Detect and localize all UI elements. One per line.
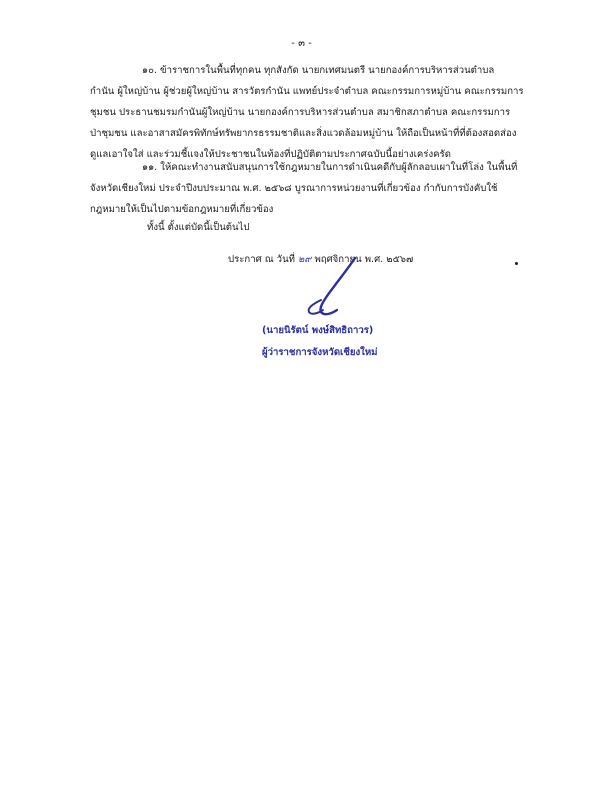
stray-dot	[515, 262, 518, 265]
announcement-day: ๒๙	[298, 254, 312, 265]
signer-name: (นายนิรัตน์ พงษ์สิทธิถาวร)	[262, 325, 374, 336]
announcement-prefix: ประกาศ ณ วันที่	[228, 254, 295, 265]
clause-10	[90, 60, 560, 165]
clause-11-line-2: จังหวัดเชียงใหม่ ประจำปีงบประมาณ พ.ศ. ๒๕๖๘ บูรณาการหน่วยงานที่เกี่ยวข้อง กำกับการบังคับใช้	[90, 183, 498, 194]
signer-block	[262, 320, 377, 364]
closing-statement: ทั้งนี้ ตั้งแต่บัดนี้เป็นต้นไป	[147, 222, 250, 233]
announcement-month-year: พฤศจิกายน พ.ศ. ๒๕๖๗	[314, 254, 414, 265]
handwritten-signature	[297, 252, 367, 324]
clause-10-line-1: ๑๐. ข้าราชการในพื้นที่ทุกคน ทุกสังกัด นายกเทศมนตรี นายกองค์การบริหารส่วนตำบล	[142, 65, 495, 76]
clause-10-line-4: ป่าชุมชน และอาสาสมัครพิทักษ์ทรัพยากรธรรมชาติและสิ่งแวดล้อมหมู่บ้าน ให้ถือเป็นหน้าที่ที่ต้องสอดส่อง	[90, 128, 517, 139]
clause-10-line-2: กำนัน ผู้ใหญ่บ้าน ผู้ช่วยผู้ใหญ่บ้าน สารวัตรกำนัน แพทย์ประจำตำบล คณะกรรมการหมู่บ้าน คณะกรรมการ	[90, 86, 524, 97]
page-number: - ๓ -	[291, 38, 312, 49]
signer-position: ผู้ว่าราชการจังหวัดเชียงใหม่	[262, 347, 378, 358]
clause-11	[90, 157, 560, 220]
clause-10-line-3: ชุมชน ประธานชมรมกำนันผู้ใหญ่บ้าน นายกองค์การบริหารส่วนตำบล สมาชิกสภาตำบล คณะกรรมการ	[90, 107, 511, 118]
clause-11-line-3: กฎหมายให้เป็นไปตามข้อกฎหมายที่เกี่ยวข้อง	[90, 204, 274, 215]
clause-10-line-5: ดูแลเอาใจใส่ และร่วมชี้แจงให้ประชาชนในท้องที่ปฏิบัติตามประกาศฉบับนี้อย่างเคร่งครัด	[90, 149, 451, 160]
clause-11-line-1: ๑๑. ให้คณะทำงานสนับสนุนการใช้กฎหมายในการดำเนินคดีกับผู้ลักลอบเผาในที่โล่ง ในพื้นที่	[142, 162, 518, 173]
